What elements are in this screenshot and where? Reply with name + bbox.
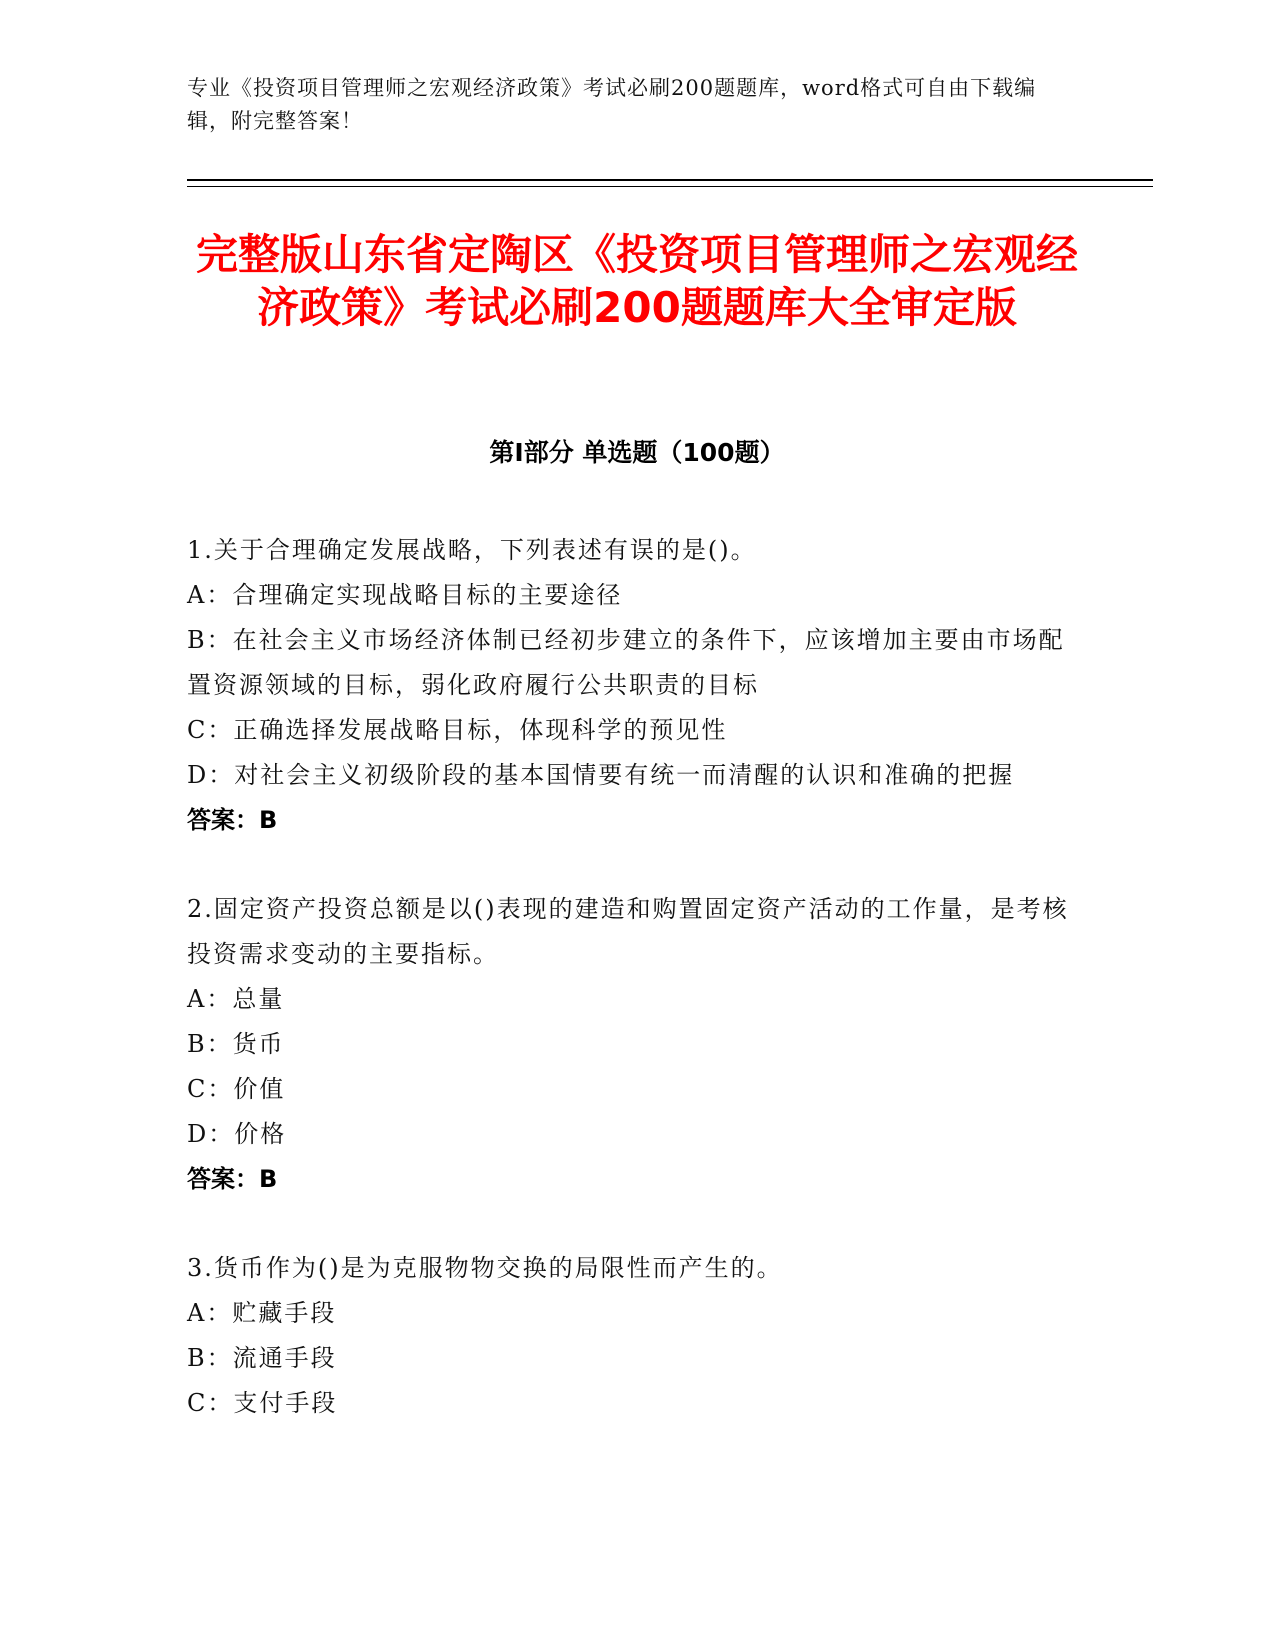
option-a: A：总量 [187, 985, 285, 1013]
option-b: B：在社会主义市场经济体制已经初步建立的条件下，应该增加主要由市场配置资源领域的目标，弱化政府履行公共职责的目标 [187, 626, 1065, 699]
answer: 答案：B [187, 1165, 278, 1193]
section-title: 第I部分 单选题（100题） [489, 438, 785, 467]
option-d: D：价格 [187, 1120, 287, 1148]
header-rule-thick [187, 179, 1153, 181]
question-3 [187, 1246, 1077, 1426]
question-stem: 1.关于合理确定发展战略，下列表述有误的是()。 [187, 536, 757, 564]
option-d: D：对社会主义初级阶段的基本国情要有统一而清醒的认识和准确的把握 [187, 761, 1015, 789]
header-note: 专业《投资项目管理师之宏观经济政策》考试必刷200题题库，word格式可自由下载编辑，附完整答案！ [187, 76, 1037, 133]
question-stem: 3.货币作为()是为克服物物交换的局限性而产生的。 [187, 1254, 783, 1282]
option-a: A：合理确定实现战略目标的主要途径 [187, 581, 623, 609]
question-2 [187, 887, 1077, 1202]
option-c: C：价值 [187, 1075, 286, 1103]
option-b: B：流通手段 [187, 1344, 337, 1372]
option-b: B：货币 [187, 1030, 285, 1058]
question-list [187, 528, 1077, 1470]
option-c: C：支付手段 [187, 1389, 338, 1417]
answer: 答案：B [187, 806, 278, 834]
question-1 [187, 528, 1077, 843]
option-c: C：正确选择发展战略目标，体现科学的预见性 [187, 716, 728, 744]
question-stem: 2.固定资产投资总额是以()表现的建造和购置固定资产活动的工作量，是考核投资需求变动的主要指标。 [187, 895, 1069, 968]
document-title: 完整版山东省定陶区《投资项目管理师之宏观经济政策》考试必刷200题题库大全审定版 [195, 230, 1078, 332]
option-a: A：贮藏手段 [187, 1299, 337, 1327]
header-rule-thin [187, 186, 1153, 187]
